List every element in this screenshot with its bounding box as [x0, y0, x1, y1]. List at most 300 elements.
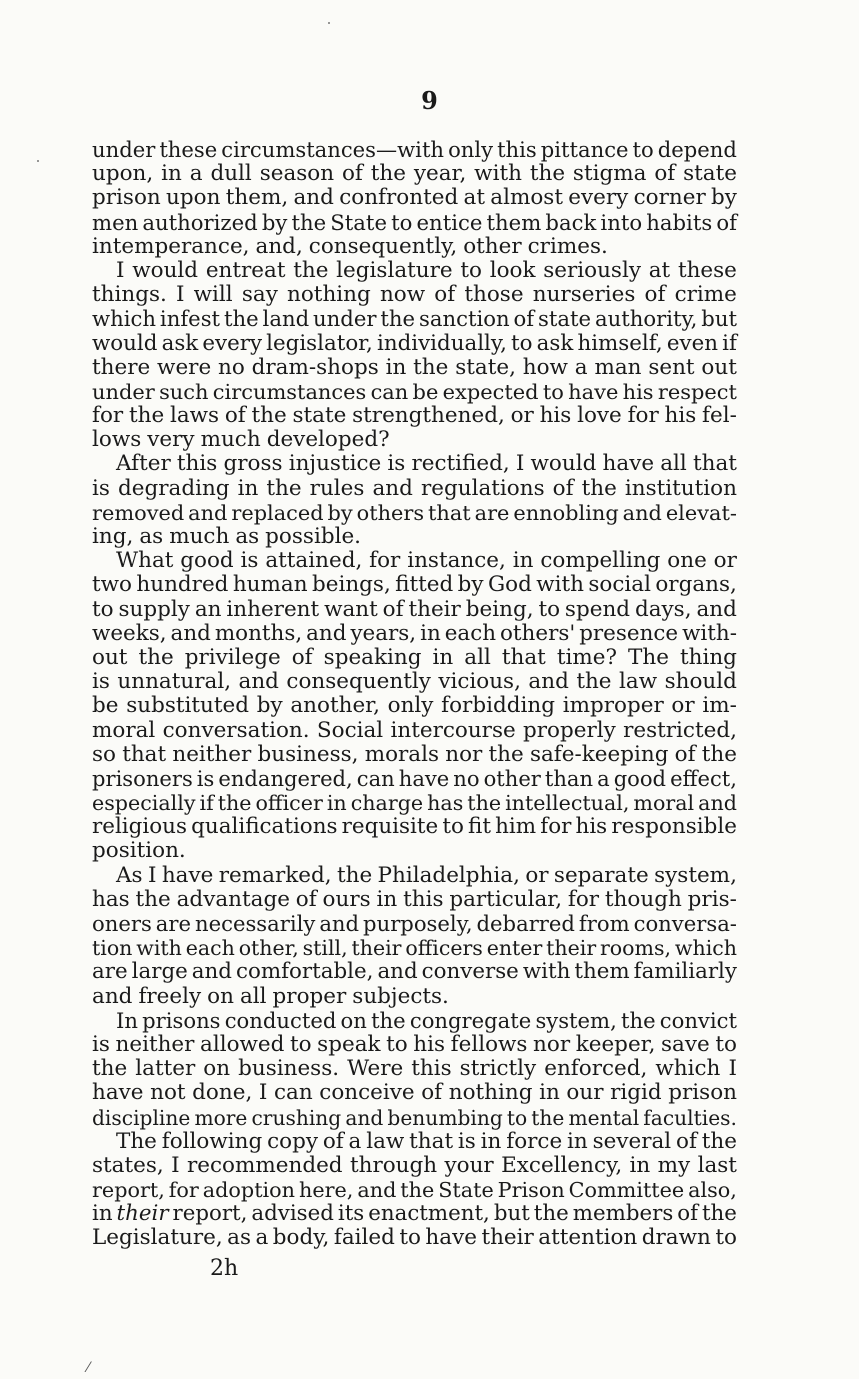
word: of [552, 475, 574, 501]
word: converse [421, 959, 519, 985]
word: on [203, 1056, 231, 1082]
word: I [116, 257, 125, 283]
word: and [696, 596, 737, 622]
word: the [291, 209, 327, 235]
word: from [578, 911, 630, 936]
word: by [457, 572, 484, 598]
text-line [92, 839, 737, 863]
word: stigma [572, 161, 647, 187]
word: legislature [336, 257, 453, 283]
word: other [483, 765, 541, 791]
word: endangered, [218, 765, 353, 791]
word: attention [538, 1225, 638, 1251]
word: at [648, 257, 671, 283]
word: enforced, [544, 1056, 648, 1082]
pencil-mark-icon: ⁄ [87, 1360, 90, 1376]
word: would [132, 257, 199, 283]
word: good [180, 548, 234, 574]
word: his [539, 403, 572, 429]
word: is [240, 548, 259, 574]
word: keeper, [575, 1031, 656, 1057]
word: to [542, 379, 564, 404]
word: pittance [540, 137, 629, 162]
text-line [92, 864, 737, 888]
word: for [540, 814, 572, 840]
word: which [655, 1056, 721, 1082]
word: speaking [323, 644, 422, 670]
word: enactment, [368, 1201, 490, 1227]
word: is [457, 1128, 476, 1154]
word: now [379, 282, 426, 308]
text-line [92, 452, 737, 476]
word: and [622, 500, 662, 525]
word: separate [553, 862, 649, 888]
word: circumstances—with [221, 137, 445, 162]
word: and [188, 500, 228, 525]
word: men [92, 209, 139, 235]
word: necessarily [194, 911, 316, 936]
word: fel- [702, 403, 737, 429]
word: the [488, 741, 524, 767]
text-line [92, 815, 737, 839]
word: in [432, 644, 454, 670]
word: if [199, 791, 214, 816]
word: dull [210, 161, 252, 187]
word: for [92, 403, 124, 429]
word: fit [468, 814, 491, 840]
text-line [92, 235, 737, 259]
word: compelling [540, 548, 661, 574]
word: members [572, 1201, 674, 1227]
word: responsible [611, 814, 737, 840]
word: rules [309, 475, 365, 501]
word: intemperance, [92, 233, 250, 259]
word: the [701, 741, 737, 767]
text-line [92, 912, 737, 936]
word: freely [138, 983, 202, 1009]
word: report, [172, 1201, 248, 1227]
word: human [232, 572, 308, 598]
word: on [340, 1007, 367, 1033]
word: by [327, 500, 353, 525]
word: the [531, 1105, 565, 1130]
word: one [667, 548, 707, 574]
word: others' [500, 620, 576, 646]
word: instance, [407, 548, 506, 574]
word: these [159, 137, 218, 162]
word: expected [442, 379, 539, 404]
word: State [438, 1178, 494, 1203]
word: convict [659, 1007, 737, 1033]
word: for [567, 886, 600, 912]
word: to [290, 1031, 312, 1057]
word: neither [172, 741, 252, 767]
word: institution [624, 475, 737, 501]
word: allowed [200, 1031, 285, 1057]
word: to [715, 1225, 737, 1251]
text-line [92, 622, 737, 646]
word: the [400, 1178, 435, 1203]
word: season [259, 161, 335, 187]
word: were [157, 354, 212, 380]
word: rooms, [599, 936, 672, 961]
word: crimes. [527, 233, 608, 259]
word: is [196, 765, 215, 791]
word: law [366, 1128, 405, 1154]
text-line [92, 138, 737, 162]
word: and [372, 475, 413, 501]
word: circumstances [212, 379, 367, 404]
word: oners [92, 911, 152, 936]
text-line [92, 694, 737, 718]
word: to [632, 137, 654, 162]
word: their [116, 1201, 169, 1227]
word: developed? [266, 427, 390, 453]
word: The [628, 644, 669, 670]
word: moral [92, 717, 156, 743]
word: the [217, 791, 252, 816]
text-line [92, 307, 737, 331]
word: their [546, 936, 597, 961]
word: the [128, 403, 165, 429]
word: year, [413, 161, 467, 187]
word: have [602, 451, 655, 477]
word: even [666, 330, 718, 356]
word: by [256, 693, 283, 719]
text-line [92, 525, 737, 549]
word: the [413, 354, 449, 380]
word: or [671, 693, 695, 719]
word: them [574, 959, 630, 985]
word: those [464, 282, 524, 308]
word: failed [333, 1225, 395, 1251]
word: nor [445, 741, 483, 767]
word: dram-shops [251, 354, 379, 380]
word: my [657, 1152, 691, 1178]
word: organs, [655, 572, 737, 598]
word: state [683, 161, 737, 187]
word: this [497, 137, 537, 162]
word: safe-keeping [529, 741, 669, 767]
word: to [460, 257, 482, 283]
text-line [92, 549, 737, 573]
word: hundred [136, 572, 229, 598]
word: than [544, 765, 594, 791]
word: the [135, 886, 171, 912]
word: be [412, 379, 439, 404]
word: and [238, 669, 279, 695]
text-line [92, 1154, 737, 1178]
word: removed [92, 500, 185, 525]
word: to [399, 1225, 421, 1251]
word: how [522, 354, 568, 380]
word: another, [290, 693, 380, 719]
word: look [489, 257, 536, 283]
word: conceive [319, 1080, 415, 1106]
word: days, [634, 596, 692, 622]
word: be [92, 693, 119, 719]
word: moral [633, 791, 695, 816]
word: prison [92, 185, 161, 211]
word: law [619, 669, 658, 695]
word: restricted, [623, 717, 737, 743]
word: of [654, 161, 676, 187]
word: all [660, 451, 687, 477]
word: the [92, 1056, 128, 1082]
word: laws [169, 403, 220, 429]
text-line [92, 767, 737, 791]
word: and [306, 620, 347, 646]
word: improper [562, 693, 664, 719]
word: thing [679, 644, 737, 670]
word: debarred [476, 911, 575, 936]
word: its [337, 1201, 365, 1227]
text-line [92, 573, 737, 597]
word: good [613, 765, 667, 791]
word: in [161, 161, 182, 187]
word: Social [316, 717, 384, 743]
word: particular, [449, 886, 563, 912]
word: upon, [92, 161, 154, 187]
word: ask [536, 330, 574, 356]
word: comfortable, [236, 959, 374, 985]
word: the [266, 475, 302, 501]
word: in [420, 620, 441, 646]
word: to [92, 596, 114, 622]
word: and [92, 983, 133, 1009]
word: state [292, 403, 347, 429]
word: remarked, [218, 862, 332, 888]
word: to [715, 1031, 737, 1057]
word: authority, [594, 306, 698, 332]
text-line [92, 501, 737, 525]
word: gross [223, 451, 283, 477]
word: State [330, 209, 387, 235]
word: very [147, 427, 195, 453]
word: requisite [341, 814, 439, 840]
word: In [116, 1007, 138, 1033]
word: beings, [311, 572, 391, 598]
word: and [377, 959, 418, 985]
text-line [92, 743, 737, 767]
word: intellectual, [505, 791, 630, 816]
text-line [92, 1081, 737, 1105]
text-line [92, 1130, 737, 1154]
text-line [92, 1033, 737, 1057]
text-line [92, 719, 737, 743]
word: Philadelphia, [377, 862, 520, 888]
word: benumbing [387, 1105, 503, 1130]
word: weeks, [92, 620, 167, 646]
word: is [387, 451, 406, 477]
text-line [92, 1178, 737, 1202]
word: for [627, 403, 659, 429]
word: each [185, 936, 235, 961]
word: only [387, 693, 434, 719]
word: each [444, 620, 497, 646]
word: and, [255, 233, 303, 259]
word: of [676, 1128, 697, 1154]
text-line [92, 186, 737, 210]
word: or [713, 548, 737, 574]
word: say [241, 282, 278, 308]
word: rectified, [411, 451, 510, 477]
word: im- [702, 693, 737, 719]
word: every [202, 330, 263, 356]
word: in [629, 1152, 651, 1178]
word: months, [214, 620, 303, 646]
word: sanction [418, 306, 510, 332]
word: spend [564, 596, 631, 622]
word: replaced [231, 500, 324, 525]
word: and [698, 791, 737, 816]
word: conversa- [633, 911, 737, 936]
word: only [448, 137, 494, 162]
word: respect [657, 379, 737, 404]
word: can [356, 765, 395, 791]
word: such [159, 379, 209, 404]
word: your [444, 1152, 494, 1178]
speck [328, 22, 330, 24]
word: prisoners [92, 765, 193, 791]
word: the [371, 1007, 406, 1033]
word: individually, [376, 330, 507, 356]
word: almost [490, 185, 563, 211]
word: fitted [395, 572, 454, 598]
word: of [322, 1128, 344, 1154]
word: the [138, 644, 174, 670]
word: other [463, 233, 522, 259]
word: much [200, 427, 261, 453]
word: by [711, 185, 737, 211]
word: of [382, 596, 404, 622]
word: has [92, 886, 130, 912]
text-line [92, 936, 737, 960]
word: to [442, 814, 464, 840]
word: adoption [202, 1178, 296, 1203]
word: the [701, 1128, 737, 1154]
word: report, [92, 1178, 165, 1203]
word: by [261, 209, 288, 235]
word: though [604, 886, 682, 912]
word: confronted [339, 185, 459, 211]
word: the [467, 791, 502, 816]
word: him [495, 814, 537, 840]
text-line [92, 428, 737, 452]
word: his [664, 403, 697, 429]
word: for [168, 1178, 199, 1203]
word: purposely, [363, 911, 473, 936]
word: upon [166, 185, 221, 211]
word: there [92, 354, 151, 380]
word: being, [465, 596, 534, 622]
word: The [116, 1128, 157, 1154]
word: for [369, 548, 401, 574]
word: of [513, 306, 535, 332]
word: attained, [265, 548, 363, 574]
word: morals [364, 741, 440, 767]
word: nurseries [532, 282, 636, 308]
word: system, [535, 1007, 617, 1033]
word: copy [267, 1128, 318, 1154]
word: pris- [687, 886, 737, 912]
word: the [380, 306, 416, 332]
word: business. [238, 1056, 340, 1082]
word: with [536, 572, 584, 598]
word: are [474, 500, 510, 525]
word: every [568, 185, 629, 211]
word: that [692, 451, 737, 477]
word: years, [350, 620, 417, 646]
word: a [348, 1128, 362, 1154]
word: have [92, 1080, 144, 1106]
word: of [224, 403, 246, 429]
word: in [480, 1128, 502, 1154]
word: system, [654, 862, 737, 888]
word: the [581, 475, 617, 501]
word: proper [272, 983, 347, 1009]
word: but [701, 306, 737, 332]
word: at [463, 185, 485, 211]
word: out [701, 354, 737, 380]
word: no [453, 765, 480, 791]
word: man [594, 354, 642, 380]
word: that [409, 1128, 454, 1154]
word: the [223, 306, 259, 332]
word: and [528, 669, 569, 695]
word: to [538, 596, 561, 622]
word: their [408, 596, 461, 622]
word: God [487, 572, 532, 598]
word: As [116, 862, 143, 888]
word: sent [648, 354, 695, 380]
word: of [434, 282, 456, 308]
word: back [545, 209, 597, 235]
text-line [92, 646, 737, 670]
word: large [131, 959, 188, 985]
word: under [92, 137, 156, 162]
word: supply [118, 596, 190, 622]
text-line [92, 598, 737, 622]
word: are [92, 959, 128, 985]
word: time? [556, 644, 617, 670]
word: properly [523, 717, 616, 743]
word: these [677, 257, 737, 283]
word: advantage [176, 886, 290, 912]
text-line [92, 211, 737, 235]
word: that [122, 741, 167, 767]
word: prison [668, 1080, 737, 1106]
word: Prison [497, 1178, 565, 1203]
word: forbidding [441, 693, 555, 719]
word: have [161, 862, 214, 888]
word: here, [298, 1178, 354, 1203]
word: love [577, 403, 622, 429]
word: a [574, 354, 588, 380]
word: as [227, 1225, 252, 1251]
word: officer [255, 791, 323, 816]
word: as [139, 524, 164, 549]
word: two [92, 572, 132, 598]
word: I [176, 282, 185, 308]
word: to [386, 1031, 408, 1057]
text-line [92, 1009, 737, 1033]
word: not [150, 1080, 186, 1106]
word: force [506, 1128, 563, 1154]
word: advised [251, 1201, 334, 1227]
word: strengthened, [352, 403, 505, 429]
word: save [661, 1031, 710, 1057]
